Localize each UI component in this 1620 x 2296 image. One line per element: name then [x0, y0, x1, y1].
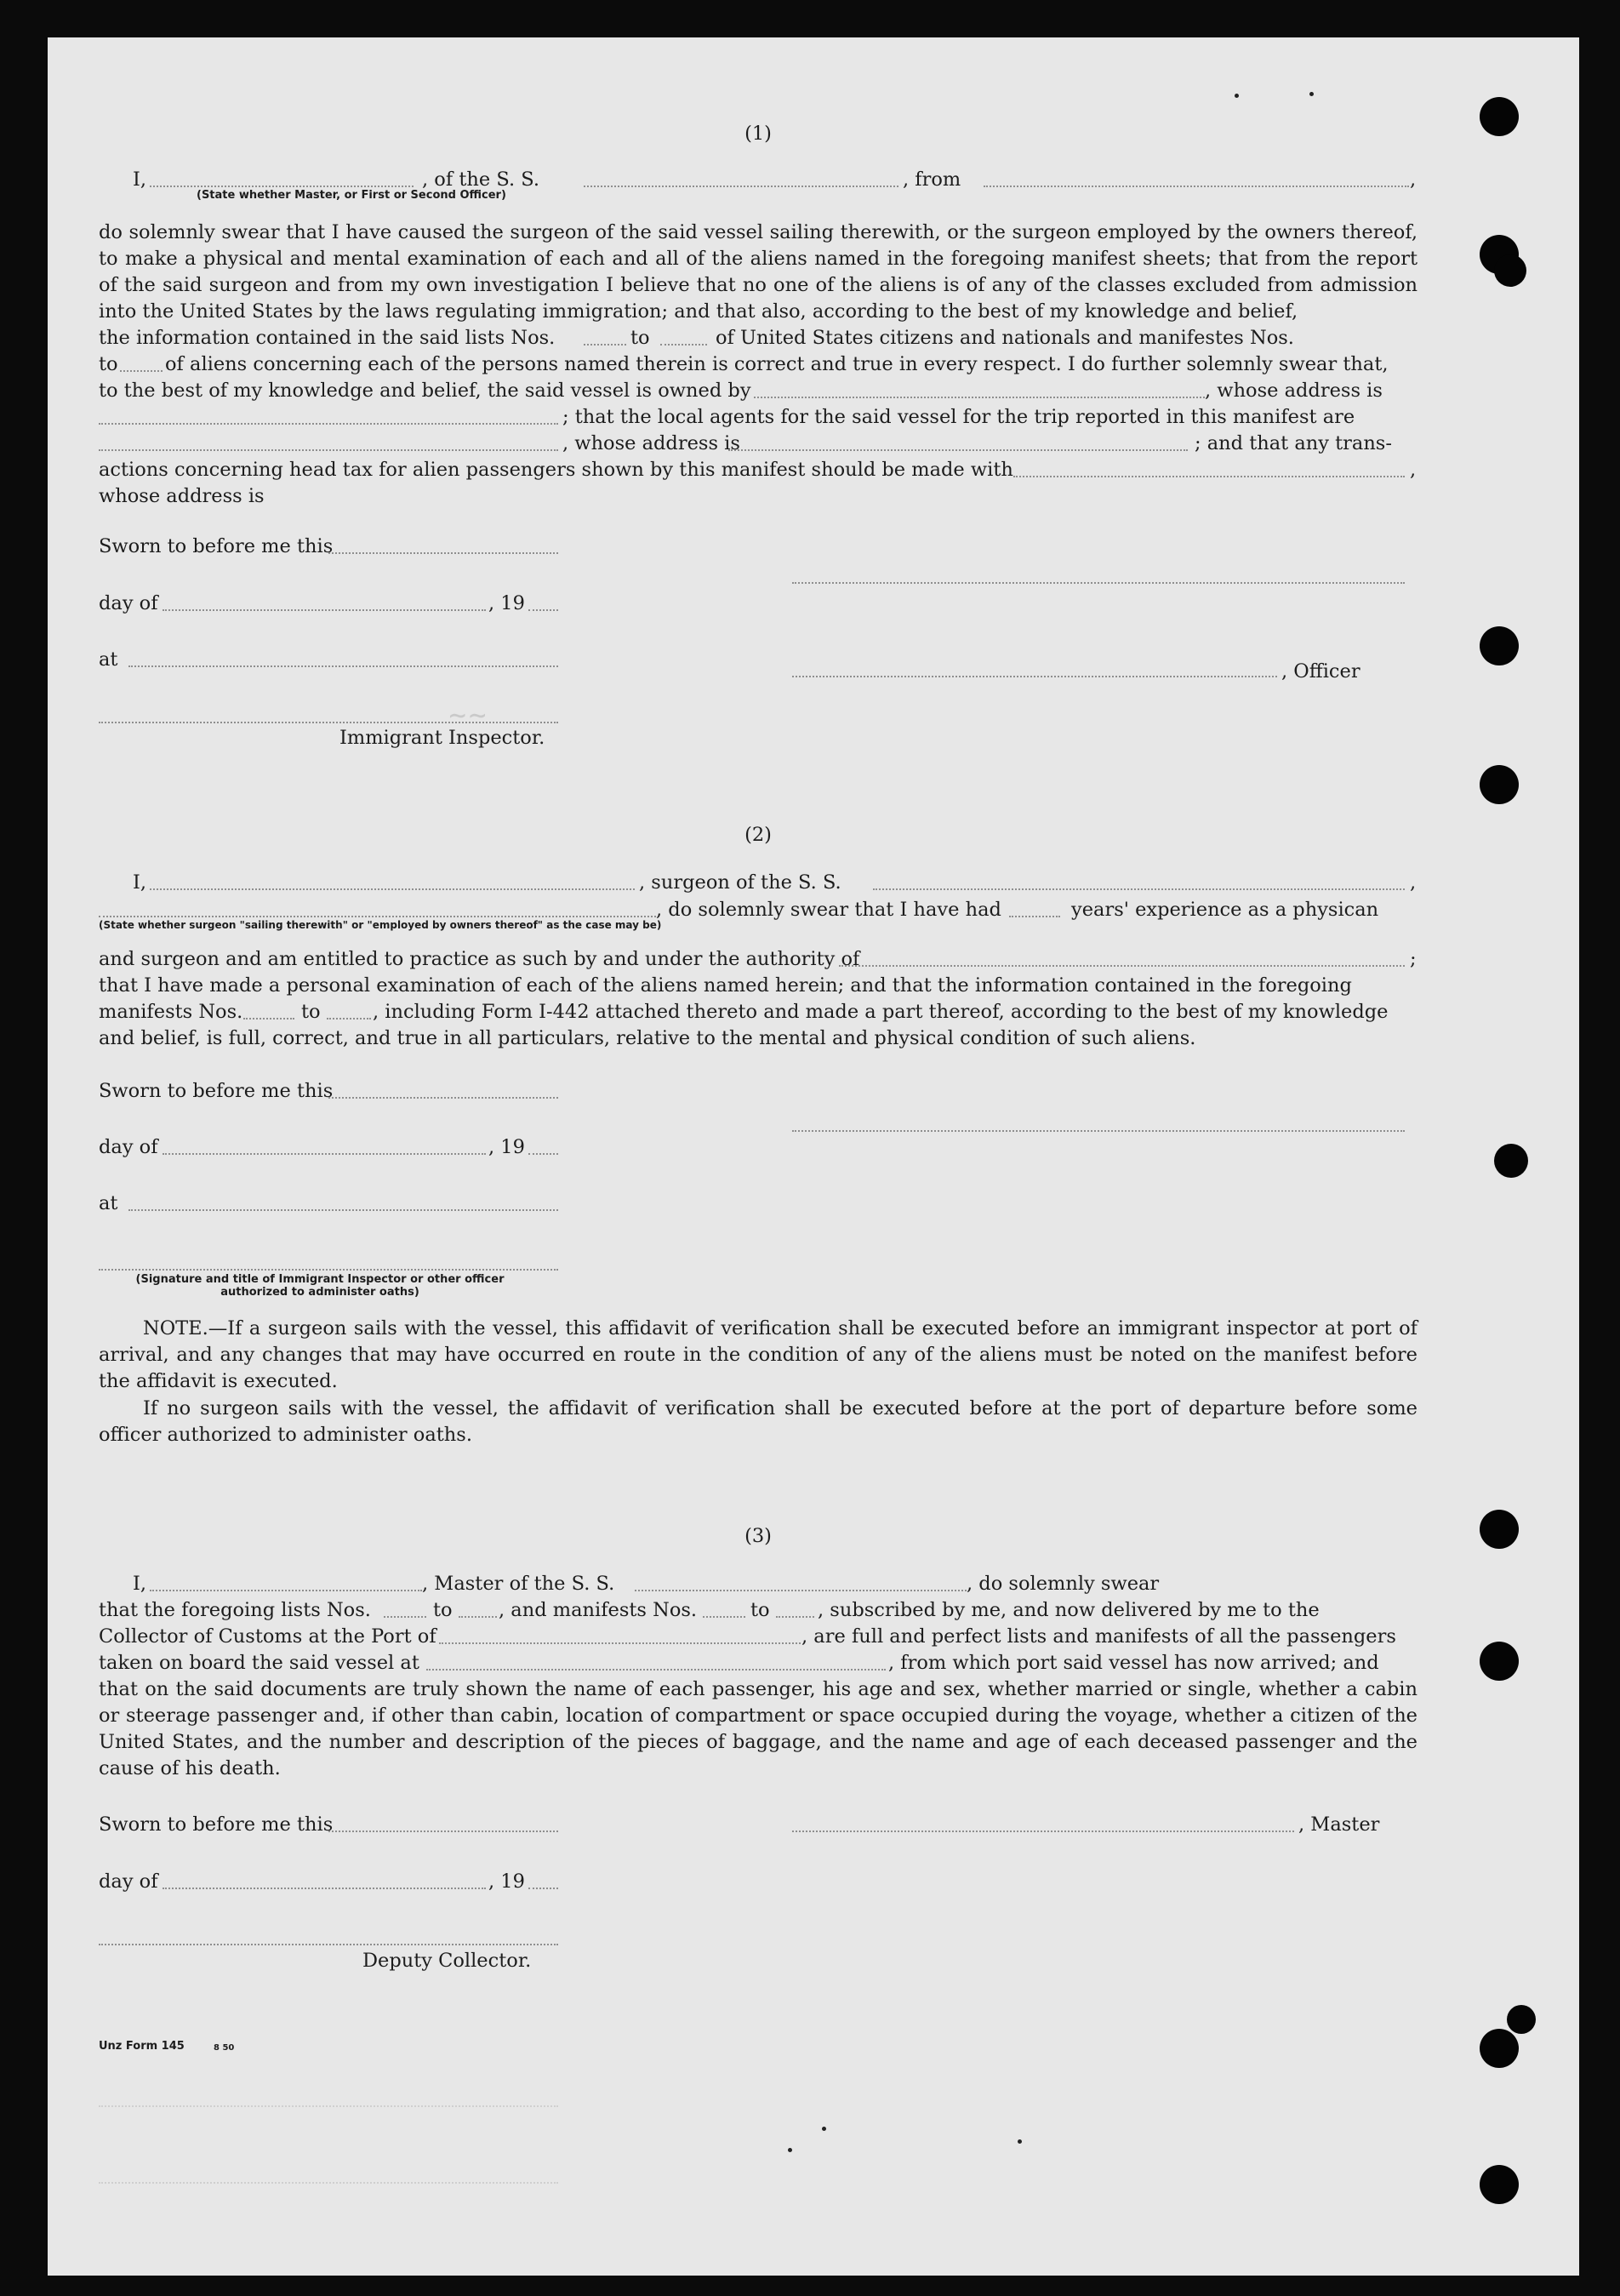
text: to [750, 1599, 770, 1621]
text: , Master [1298, 1813, 1380, 1836]
punch-hole [1480, 626, 1519, 665]
text: , from [903, 168, 961, 191]
text: years' experience as a physican [1071, 899, 1379, 921]
text: , do solemnly swear that I have had [656, 899, 1001, 921]
text: to [630, 327, 650, 349]
text: ; [1410, 948, 1417, 970]
punch-hole [1480, 2029, 1519, 2068]
text: , [1410, 168, 1417, 191]
paragraph: that on the said documents are truly shown the name of each passenger, his age and sex, whether married or single, whether a cabin or steerage passenger and, if other than cabin, location of compartment or space occupied during the voyage, whether a citizen of the United States, and the number and description of the pieces of baggage, and the name and age of each deceased passenger and the cause of his death. [99, 1678, 1418, 1779]
form-page: ∼∼ (1) I, , of the S. S. , from , (State whether Master, or First or Second Officer) do solemnly swear that I have caused the surgeon of the said vessel sailing therewith, or the surgeon employed by the owners thereof, to make a physical and mental examination of each and all of the aliens named in the foregoing manifest sheets; that from the report of the said surgeon and from my own investigation I believe that no one of the aliens is of any of the classes excluded from admission into the United States by the laws regulating immigration; and that also, according to the best of my knowledge and belief, the information contained in the said lists Nos. to of United States citizens and nationals and manifestes Nos. to of aliens concerning each of the persons named therein is correct and true in every respect. I do further solemnly swear that, to the best of my knowledge and belief, the said vessel is owned by , whose address is ; that the local agents for the said vessel for the trip reported in this manifest are , whose address is ; and that any trans- actions concerning head tax for alien passengers shown by this manifest should be made with , whose address is Sworn to before me this day of , 19 at , Officer Immigrant Inspector. (2) I, , surgeon of the S. S. , , do solemnly swear that I have had years' experience as a physican (State whether surgeon "sailing therewith" or "employed by owners thereof" as the case may be) and surgeon and am entitled to practice as such by and under the authority of ; that I have made a personal examination of each of the aliens named herein; and that the information contained in the foregoing manifests Nos. to , including Form I-442 attached thereto and made a part thereof, according to the best of my knowledge and belief, is full, correct, and true in all particulars, relative to the mental and physical condition of such aliens. Sworn to before me this day of , 19 at (Signature and title of Immigrant Inspector or other officer authorized to administer oaths) NOTE.—If a surgeon sails with the vessel, this affidavit of verification shall be executed before an immigrant inspector at port of arrival, and any changes that may have occurred en route in the condition of any of the aliens must be noted on the manifest before the affidavit is executed. If no surgeon sails with the vessel, the affidavit of verification shall be executed before at the port of departure before some officer authorized to administer oaths. (3) I, , Master of the S. S. , do solemnly swear that the foregoing lists Nos. to , and manifests Nos. to , subscribed by me, and now delivered by me to the Collector of Customs at the Port of , are full and perfect lists and manifests of all the passengers taken on board the said vessel at , from which port said vessel has now arrived; and that on the said documents are truly shown the name of each passenger, his age and sex, whether married or single, whether a cabin or steerage passenger and, if other than cabin, location of compartment or space occupied during the voyage, whether a citizen of the United States, and the number and description of the pieces of baggage, and the name and age of each deceased passenger and the cause of his death. Sworn to before me this , Master day of , 19 Deputy Collector. Unz Form 145 8 50 [48, 37, 1579, 2276]
text: Sworn to before me this [99, 535, 334, 557]
text: , whose address is [1205, 380, 1383, 402]
signature-note: (Signature and title of Immigrant Inspector or other officer authorized to administer oaths) [135, 1273, 505, 1299]
text: Deputy Collector. [362, 1950, 532, 1972]
text: , of the S. S. [422, 168, 540, 191]
text: , Officer [1281, 660, 1360, 683]
text: Sworn to before me this [99, 1080, 334, 1102]
text: that I have made a personal examination of each of the aliens named herein; and that the information contained in the foregoing [99, 974, 1352, 997]
text: of United States citizens and nationals and manifestes Nos. [716, 327, 1294, 349]
punch-hole [1480, 765, 1519, 804]
text: ; that the local agents for the said vessel for the trip reported in this manifest are [562, 406, 1355, 428]
punch-hole [1480, 2165, 1519, 2204]
text: Collector of Customs at the Port of [99, 1625, 436, 1648]
text: I, [133, 1573, 147, 1595]
form-number: Unz Form 145 [99, 2040, 185, 2053]
text: I, [133, 168, 147, 191]
text: at [99, 1192, 118, 1214]
text: manifests Nos. [99, 1001, 243, 1023]
text: , surgeon of the S. S. [639, 871, 841, 894]
note-paragraph: If no surgeon sails with the vessel, the affidavit of verification shall be executed before at the port of departure before some officer authorized to administer oaths. [99, 1397, 1418, 1446]
text: to [433, 1599, 453, 1621]
text: , [1410, 871, 1417, 894]
text: that the foregoing lists Nos. [99, 1599, 371, 1621]
text: day of [99, 1136, 158, 1158]
text: of aliens concerning each of the persons named therein is correct and true in every respect. I do further solemnly swear that, [165, 353, 1389, 375]
text: and surgeon and am entitled to practice as such by and under the authority of [99, 948, 860, 970]
punch-hole [1494, 254, 1526, 287]
text: whose address is [99, 485, 265, 507]
text: Sworn to before me this [99, 1813, 334, 1836]
text: Immigrant Inspector. [339, 727, 545, 749]
form-code: 8 50 [214, 2043, 235, 2053]
text: , from which port said vessel has now arrived; and [888, 1652, 1379, 1674]
text: the information contained in the said lists Nos. [99, 327, 556, 349]
text: , 19 [488, 592, 525, 614]
section-number: (2) [744, 824, 772, 846]
text: day of [99, 592, 158, 614]
text: , and manifests Nos. [499, 1599, 698, 1621]
text: , 19 [488, 1136, 525, 1158]
text: , subscribed by me, and now delivered by me to the [818, 1599, 1320, 1621]
text: to [301, 1001, 321, 1023]
text: , Master of the S. S. [422, 1573, 615, 1595]
text: and belief, is full, correct, and true in all particulars, relative to the mental and physical condition of such aliens. [99, 1027, 1196, 1049]
field-note: (State whether surgeon "sailing therewith" or "employed by owners thereof" as the case may be) [99, 919, 662, 931]
text: I, [133, 871, 147, 894]
punch-hole [1480, 1510, 1519, 1549]
punch-hole [1480, 97, 1519, 136]
text: at [99, 648, 118, 671]
paragraph: do solemnly swear that I have caused the surgeon of the said vessel sailing therewith, or the surgeon employed by the owners thereof, to make a physical and mental examination of each and all of the aliens named in the foregoing manifest sheets; that from the report of the said surgeon and from my own investigation I believe that no one of the aliens is of any of the classes excluded from admission into the United States by the laws regulating immigration; and that also, according to the best of my knowledge and belief, [99, 221, 1418, 323]
section-number: (1) [744, 123, 772, 145]
text: day of [99, 1870, 158, 1893]
text: actions concerning head tax for alien passengers shown by this manifest should be made with [99, 459, 1013, 481]
section-number: (3) [744, 1525, 772, 1547]
field-note: (State whether Master, or First or Second Officer) [197, 189, 506, 202]
text: , [1410, 459, 1417, 481]
text: to the best of my knowledge and belief, the said vessel is owned by [99, 380, 751, 402]
text: , 19 [488, 1870, 525, 1893]
text: ; and that any trans- [1195, 432, 1392, 454]
note-paragraph: NOTE.—If a surgeon sails with the vessel, this affidavit of verification shall be executed before an immigrant inspector at port of arrival, and any changes that may have occurred en route in the condition of any of the aliens must be noted on the manifest before the affidavit is executed. [99, 1317, 1418, 1392]
text: taken on board the said vessel at [99, 1652, 419, 1674]
text: to [99, 353, 118, 375]
punch-hole [1480, 1642, 1519, 1681]
text: , do solemnly swear [967, 1573, 1160, 1595]
punch-hole [1494, 1144, 1528, 1178]
text: , including Form I-442 attached thereto and made a part thereof, according to the best of my knowledge [373, 1001, 1389, 1023]
text: , whose address is [562, 432, 740, 454]
text: , are full and perfect lists and manifests of all the passengers [801, 1625, 1396, 1648]
punch-hole [1507, 2005, 1536, 2034]
